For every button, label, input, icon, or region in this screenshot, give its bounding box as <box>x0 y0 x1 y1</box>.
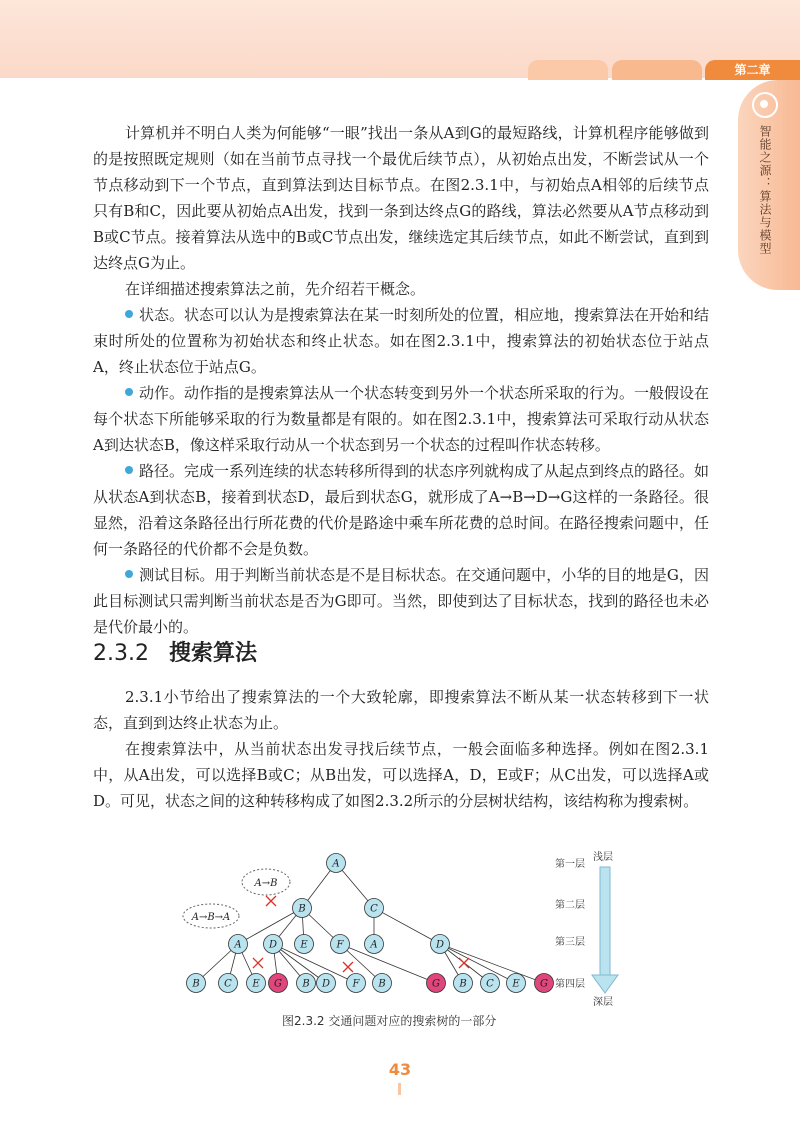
tree-node-level4 <box>427 974 446 993</box>
section-number: 2.3.2 <box>93 641 149 666</box>
paragraph: 在详细描述搜索算法之前，先介绍若干概念。 <box>125 280 426 298</box>
tree-node-level4 <box>347 974 366 993</box>
body-text <box>93 120 709 640</box>
paragraph: 计算机并不明白人类为何能够“一眼”找出一条从A到G的最短路线，计算机程序能够做到的是按照既定规则（如在当前节点寻找一个最优后续节点），从初始点出发，不断尝试从一个节点移动到下一个节点，直到算法到达目标节点。在图2.3.1中，与初始点A相邻的后续节点只有B和C，因此要从初始点A出发，找到一条到达终点G的路线，算法必然要从A节点移动到B或C节点。接着算法从选中的B或C节点出发，继续选定其后续节点，如此不断尝试，直到到达终点G为止。 <box>93 124 709 272</box>
svg-text:E: E <box>252 978 260 990</box>
level-label-1: 第一层 <box>555 859 585 870</box>
tree-node-level3 <box>431 935 450 954</box>
tree-node-level4 <box>535 974 554 993</box>
tree-node-level4 <box>247 974 266 993</box>
tree-node-level4 <box>507 974 526 993</box>
svg-text:B: B <box>459 978 467 990</box>
bullet-icon <box>125 310 133 318</box>
bullet-paragraph: 状态。状态可以认为是搜索算法在某一时刻所处的位置，相应地，搜索算法在开始和结束时所处的位置称为初始状态和终止状态。如在图2.3.1中，搜索算法的初始状态位于站点A，终止状态位于站点G。 <box>93 306 710 376</box>
svg-text:G: G <box>432 978 440 990</box>
section-title: 搜索算法 <box>168 641 257 666</box>
figure-caption: 图2.3.2 交通问题对应的搜索树的一部分 <box>282 1014 497 1028</box>
tree-node-level2 <box>365 899 384 918</box>
svg-text:B: B <box>298 903 306 915</box>
tree-node-root <box>327 854 346 873</box>
depth-arrow-shaft <box>600 867 610 975</box>
header-tab-decoration <box>528 60 608 80</box>
bullet-paragraph: 路径。完成一系列连续的状态转移所得到的状态序列就构成了从起点到终点的路径。如从状态A到状态B，接着到状态D，最后到状态G，就形成了A→B→D→G这样的一条路径。很显然，沿着这条路径出行所花费的代价是路途中乘车所花费的总时间。在路径搜索问题中，任何一条路径的代价都不会是负数。 <box>93 462 710 558</box>
search-icon <box>752 92 778 118</box>
level-label-2: 第二层 <box>555 900 585 911</box>
tree-node-level3 <box>365 935 384 954</box>
level-label-4: 第四层 <box>555 979 585 990</box>
tree-node-level4 <box>481 974 500 993</box>
bullet-paragraph: 动作。动作指的是搜索算法从一个状态转变到另外一个状态所采取的行为。一般假设在每个状态下所能够采取的行为数量都是有限的。如在图2.3.1中，搜索算法可采取行动从状态A到达状态B，像这样采取行动从一个状态到另一个状态的过程叫作状态转移。 <box>93 384 710 454</box>
tree-node-level2 <box>293 899 312 918</box>
svg-text:D: D <box>268 939 278 951</box>
svg-text:G: G <box>274 978 282 990</box>
svg-text:B: B <box>302 978 310 990</box>
svg-text:B: B <box>192 978 200 990</box>
tree-node-level4 <box>297 974 316 993</box>
bullet-icon <box>125 388 133 396</box>
svg-text:B: B <box>378 978 386 990</box>
tree-edge <box>374 908 440 944</box>
tree-node-level4 <box>219 974 238 993</box>
tree-node-level4 <box>269 974 288 993</box>
svg-text:A: A <box>332 858 340 870</box>
svg-text:D: D <box>435 939 445 951</box>
cloud1-label: A→B <box>254 878 278 889</box>
tree-node-level3 <box>331 935 350 954</box>
tree-node-level3 <box>229 935 248 954</box>
paragraph: 在搜索算法中，从当前状态出发寻找后续节点，一般会面临多种选择。例如在图2.3.1中，从A出发，可以选择B或C；从B出发，可以选择A，D，E或F；从C出发，可以选择A或D。可见，状态之间的这种转移构成了如图2.3.2所示的分层树状结构，该结构称为搜索树。 <box>93 740 709 810</box>
header-tab-decoration <box>612 60 702 80</box>
arrow-top-label: 浅层 <box>593 852 613 863</box>
tree-node-level3 <box>295 935 314 954</box>
svg-text:D: D <box>321 978 331 990</box>
svg-text:C: C <box>486 978 494 990</box>
tree-node-level4 <box>454 974 473 993</box>
body-text-2 <box>93 684 709 814</box>
svg-text:C: C <box>224 978 232 990</box>
side-title: 智能之源：算法与模型 <box>758 125 772 255</box>
svg-text:F: F <box>352 978 360 990</box>
section-heading <box>93 636 257 667</box>
svg-text:C: C <box>370 903 378 915</box>
page-number: 43 <box>388 1060 412 1079</box>
tree-node-level3 <box>264 935 283 954</box>
svg-text:E: E <box>512 978 520 990</box>
page-marker <box>398 1083 401 1095</box>
svg-text:F: F <box>336 939 344 951</box>
svg-text:A: A <box>370 939 378 951</box>
arrow-bottom-label: 深层 <box>593 997 613 1008</box>
tree-node-level4 <box>373 974 392 993</box>
paragraph: 2.3.1小节给出了搜索算法的一个大致轮廓，即搜索算法不断从某一状态转移到下一状态，直到到达终止状态为止。 <box>93 688 709 732</box>
chapter-label: 第二章 <box>705 60 800 80</box>
cloud2-label: A→B→A <box>191 912 231 923</box>
bullet-icon <box>125 570 133 578</box>
tree-node-level4 <box>187 974 206 993</box>
bullet-icon <box>125 466 133 474</box>
depth-arrow-head <box>592 975 618 993</box>
svg-text:E: E <box>300 939 308 951</box>
level-label-3: 第三层 <box>555 937 585 948</box>
svg-text:A: A <box>234 939 242 951</box>
tree-node-level4 <box>317 974 336 993</box>
svg-text:G: G <box>540 978 548 990</box>
bullet-paragraph: 测试目标。用于判断当前状态是不是目标状态。在交通问题中，小华的目的地是G，因此目标测试只需判断当前状态是否为G即可。当然，即使到达了目标状态，找到的路径也未必是代价最小的。 <box>93 566 709 636</box>
search-tree-figure <box>178 845 628 1010</box>
